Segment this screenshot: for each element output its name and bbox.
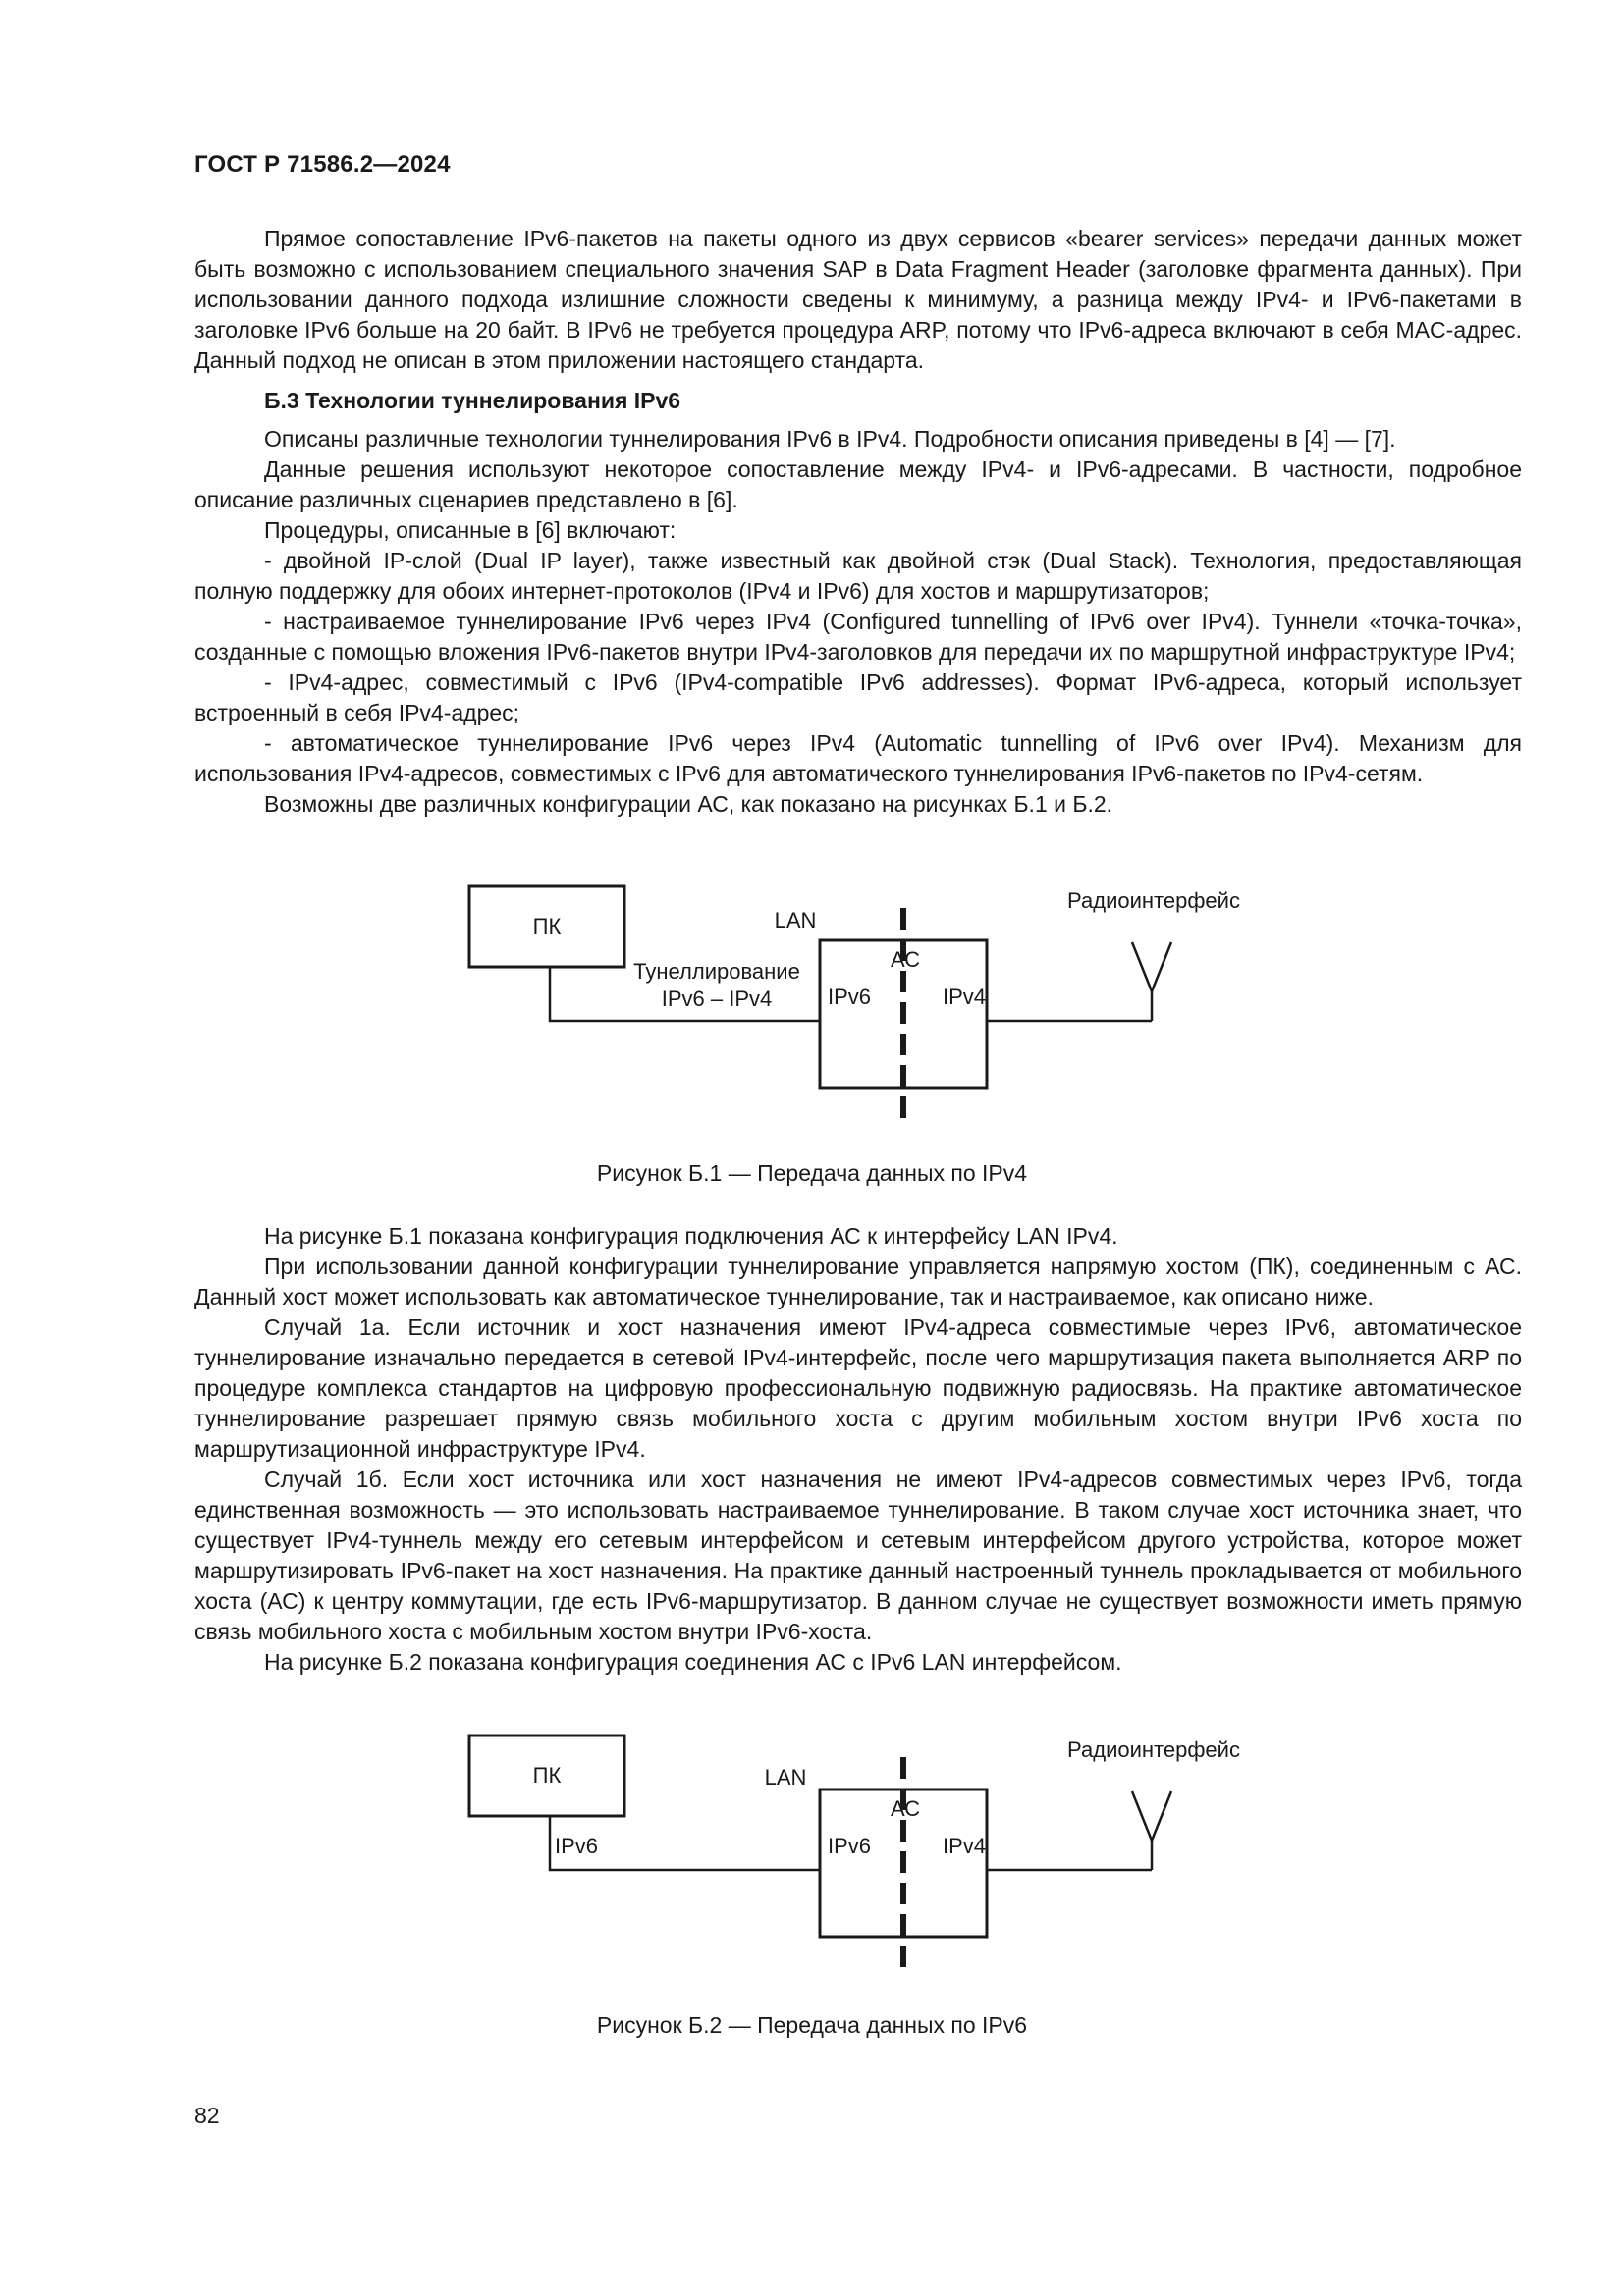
- figure-b2-caption: Рисунок Б.2 — Передача данных по IPv6: [596, 2012, 1028, 2038]
- as-ipv4-label: IPv4: [943, 985, 987, 1009]
- radio-interface-label: Радиоинтерфейс: [1067, 1737, 1240, 1762]
- section-b3-text: [194, 1221, 1522, 1678]
- page-number: 82: [194, 2103, 220, 2128]
- pc-label: ПК: [532, 914, 562, 938]
- lan-label: LAN: [764, 1765, 807, 1789]
- paragraph: На рисунке Б.1 показана конфигурация подключения АС к интерфейсу LAN IPv4.: [264, 1223, 1118, 1249]
- paragraph: Случай 1а. Если источник и хост назначения имеют IPv4-адреса совместимые через IPv6, автоматическое туннелирование изначально передается в сетевой IPv4-интерфейс, после чего маршрутизация пакета выполняется ARP по процедуре комплекса стандартов на цифровую профессиональную подвижную радиосвязь. На практике автоматическое туннелирование разрешает прямую связь мобильного хоста с другим мобильным хостом внутри IPv6 хоста по маршрутизационной инфраструктуре IPv4.: [194, 1314, 1522, 1462]
- list-item: - автоматическое туннелирование IPv6 через IPv4 (Automatic tunnelling of IPv6 over IPv4). Механизм для использования IPv4-адресов, совместимых с IPv6 для автоматического туннелирования IPv6-пакетов по IPv4-сетям.: [194, 730, 1522, 786]
- as-ipv4-label: IPv4: [943, 1834, 987, 1858]
- as-label: АС: [890, 1796, 921, 1821]
- figure-b1-caption: Рисунок Б.1 — Передача данных по IPv4: [596, 1160, 1028, 1186]
- list-item: - IPv4-адрес, совместимый с IPv6 (IPv4-compatible IPv6 addresses). Формат IPv6-адреса, который использует встроенный в себя IPv4-адрес;: [194, 669, 1522, 725]
- paragraph: На рисунке Б.2 показана конфигурация соединения АС с IPv6 LAN интерфейсом.: [264, 1649, 1122, 1675]
- figure-b1-diagram: [452, 879, 1257, 1134]
- tunnel-label-line2: IPv6 – IPv4: [661, 987, 773, 1011]
- paragraph: Прямое сопоставление IPv6-пакетов на пакеты одного из двух сервисов «bearer services» передачи данных может быть возможно с использованием специального значения SAP в Data Fragment Header (заголовке фрагмента данных). При использовании данного подхода излишние сложности сведены к минимуму, а разница между IPv4- и IPv6-пакетами в заголовке IPv6 больше на 20 байт. В IPv6 не требуется процедура ARP, потому что IPv6-адреса включают в себя MAC-адрес. Данный подход не описан в этом приложении настоящего стандарта.: [194, 226, 1522, 373]
- as-ipv6-label: IPv6: [828, 1834, 872, 1858]
- list-item: - двойной IP-слой (Dual IP layer), также известный как двойной стэк (Dual Stack). Технология, предоставляющая полную поддержку для обоих интернет-протоколов (IPv4 и IPv6) для хостов и маршрутизаторов;: [194, 548, 1522, 604]
- section-heading: Б.3 Технологии туннелирования IPv6: [264, 388, 681, 413]
- document-header: ГОСТ Р 71586.2—2024: [194, 151, 451, 178]
- paragraph: Процедуры, описанные в [6] включают:: [264, 517, 677, 543]
- figure-b2-diagram: [452, 1728, 1257, 1983]
- lan-label: LAN: [774, 908, 817, 933]
- as-ipv6-label: IPv6: [828, 985, 872, 1009]
- paragraph: Случай 1б. Если хост источника или хост назначения не имеют IPv4-адресов совместимых через IPv6, тогда единственная возможность — это использовать настраиваемое туннелирование. В таком случае хост источника знает, что существует IPv4-туннель между его сетевым интерфейсом и сетевым интерфейсом другого устройства, которое может маршрутизировать IPv6-пакет на хост назначения. На практике данный настроенный туннель прокладывается от мобильного хоста (АС) к центру коммутации, где есть IPv6-маршрутизатор. В данном случае не существует возможности иметь прямую связь мобильного хоста с мобильным хостом внутри IPv6-хоста.: [194, 1467, 1522, 1644]
- antenna-icon: [1132, 942, 1171, 991]
- paragraph: Возможны две различных конфигурации АС, как показано на рисунках Б.1 и Б.2.: [264, 791, 1113, 817]
- paragraph: Данные решения используют некоторое сопоставление между IPv4- и IPv6-адресами. В частности, подробное описание различных сценариев представлено в [6].: [194, 456, 1522, 512]
- as-label: АС: [890, 947, 921, 972]
- paragraph: Описаны различные технологии туннелирования IPv6 в IPv4. Подробности описания приведены в [4] — [7].: [264, 426, 1396, 452]
- antenna-icon: [1132, 1791, 1171, 1841]
- pc-label: ПК: [532, 1763, 562, 1788]
- list-item: - настраиваемое туннелирование IPv6 через IPv4 (Configured tunnelling of IPv6 over IPv4). Туннели «точка-точка», созданные с помощью вложения IPv6-пакетов внутри IPv4-заголовков для передачи их по маршрутной инфраструктуре IPv4;: [194, 609, 1522, 665]
- radio-interface-label: Радиоинтерфейс: [1067, 888, 1240, 913]
- pc-ipv6-label: IPv6: [555, 1834, 599, 1858]
- tunnel-label-line1: Тунеллирование: [633, 959, 800, 984]
- section-b2-text: [194, 224, 1522, 820]
- paragraph: При использовании данной конфигурации туннелирование управляется напрямую хостом (ПК), соединенным с АС. Данный хост может использовать как автоматическое туннелирование, так и настраиваемое, как описано ниже.: [194, 1254, 1522, 1309]
